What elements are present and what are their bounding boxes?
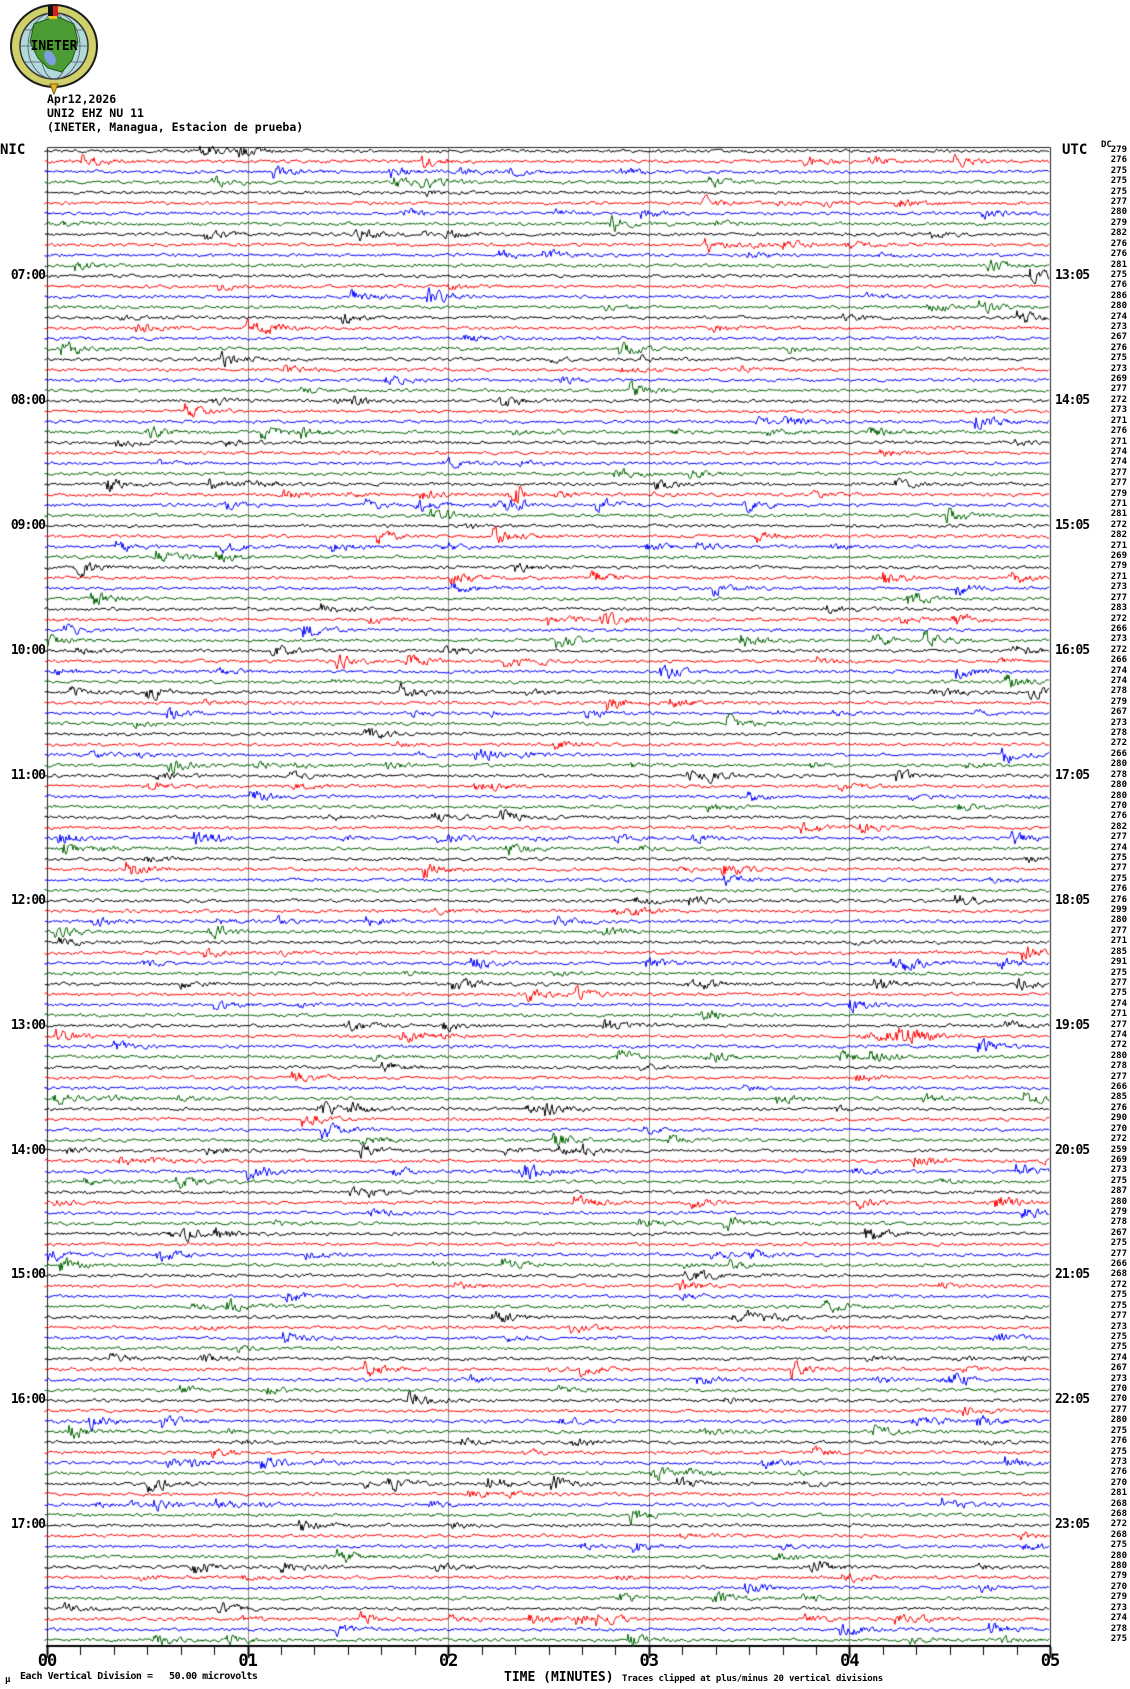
- utc-time-label-1905: 19:05: [1055, 1017, 1090, 1033]
- utc-time-label-1405: 14:05: [1055, 392, 1090, 408]
- dc-offset-row-117: 274: [1110, 1352, 1127, 1363]
- dc-offset-row-81: 277: [1110, 977, 1127, 988]
- dc-offset-row-99: 273: [1110, 1165, 1127, 1176]
- dc-offset-row-124: 275: [1110, 1425, 1127, 1436]
- dc-offset-row-19: 267: [1110, 332, 1127, 343]
- dc-offset-row-4: 275: [1110, 176, 1127, 187]
- utc-time-label-1505: 15:05: [1055, 517, 1090, 533]
- dc-offset-row-58: 272: [1110, 738, 1127, 749]
- dc-offset-row-10: 276: [1110, 238, 1127, 249]
- dc-offset-row-70: 277: [1110, 863, 1127, 874]
- dc-offset-row-30: 274: [1110, 446, 1127, 457]
- dc-offset-row-37: 272: [1110, 519, 1127, 530]
- local-time-label-1600: 16:00: [10, 1392, 45, 1408]
- minute-tick-label-05: 05: [1040, 1651, 1060, 1671]
- minute-tick-label-04: 04: [840, 1651, 859, 1671]
- local-time-label-1100: 11:00: [10, 767, 45, 783]
- dc-offset-row-59: 266: [1110, 748, 1127, 759]
- local-time-label-1500: 15:00: [10, 1267, 45, 1283]
- dc-offset-row-131: 268: [1110, 1498, 1127, 1509]
- dc-offset-row-24: 277: [1110, 384, 1127, 395]
- dc-offset-row-111: 275: [1110, 1290, 1127, 1301]
- dc-offset-row-31: 274: [1110, 457, 1127, 468]
- local-time-label-1000: 10:00: [10, 642, 45, 658]
- dc-offset-row-126: 275: [1110, 1446, 1127, 1457]
- dc-offset-row-76: 277: [1110, 925, 1127, 936]
- dc-offset-row-44: 277: [1110, 592, 1127, 603]
- dc-offset-row-110: 272: [1110, 1279, 1127, 1290]
- dc-offset-row-48: 273: [1110, 634, 1127, 645]
- dc-offset-row-103: 279: [1110, 1207, 1127, 1218]
- dc-offset-row-71: 275: [1110, 873, 1127, 884]
- utc-time-label-2205: 22:05: [1055, 1392, 1090, 1408]
- dc-offset-row-20: 276: [1110, 342, 1127, 353]
- dc-offset-row-8: 279: [1110, 217, 1127, 228]
- dc-offset-row-107: 277: [1110, 1248, 1127, 1259]
- dc-offset-row-7: 280: [1110, 207, 1127, 218]
- dc-offset-row-105: 267: [1110, 1227, 1127, 1238]
- minute-tick-label-01: 01: [238, 1651, 257, 1671]
- utc-time-label-1805: 18:05: [1055, 892, 1090, 908]
- dc-offset-row-115: 275: [1110, 1331, 1127, 1342]
- dc-offset-row-89: 278: [1110, 1061, 1127, 1072]
- dc-offset-row-90: 277: [1110, 1071, 1127, 1082]
- dc-offset-row-15: 286: [1110, 290, 1127, 301]
- dc-offset-row-9: 282: [1110, 228, 1127, 239]
- dc-offset-row-62: 280: [1110, 780, 1127, 791]
- dc-offset-row-42: 271: [1110, 571, 1127, 582]
- dc-offset-row-17: 274: [1110, 311, 1127, 322]
- dc-offset-row-77: 271: [1110, 936, 1127, 947]
- dc-offset-row-133: 272: [1110, 1519, 1127, 1530]
- dc-offset-row-55: 267: [1110, 707, 1127, 718]
- dc-offset-row-35: 271: [1110, 499, 1127, 509]
- dc-offset-row-60: 280: [1110, 759, 1127, 770]
- dc-offset-row-43: 273: [1110, 582, 1127, 593]
- dc-offset-row-142: 274: [1110, 1613, 1127, 1624]
- dc-offset-row-84: 271: [1110, 1009, 1127, 1020]
- dc-offset-row-11: 276: [1110, 249, 1127, 260]
- dc-offset-row-74: 299: [1110, 905, 1127, 916]
- dc-offset-row-82: 275: [1110, 988, 1127, 999]
- local-time-label-1400: 14:00: [10, 1142, 45, 1158]
- dc-offset-row-57: 278: [1110, 728, 1127, 739]
- dc-offset-row-130: 281: [1110, 1488, 1127, 1499]
- dc-offset-row-139: 270: [1110, 1581, 1127, 1592]
- dc-offset-row-137: 280: [1110, 1561, 1127, 1572]
- dc-offset-row-140: 279: [1110, 1592, 1127, 1603]
- dc-offset-row-144: 275: [1110, 1633, 1127, 1644]
- dc-offset-row-54: 279: [1110, 696, 1127, 707]
- dc-offset-row-36: 281: [1110, 509, 1127, 520]
- dc-offset-row-5: 275: [1110, 186, 1127, 197]
- dc-offset-row-94: 290: [1110, 1113, 1127, 1124]
- dc-offset-row-47: 266: [1110, 623, 1127, 634]
- dc-offset-row-113: 277: [1110, 1311, 1127, 1322]
- dc-offset-row-14: 276: [1110, 280, 1127, 291]
- dc-offset-row-83: 274: [1110, 998, 1127, 1009]
- utc-time-label-1305: 13:05: [1055, 267, 1090, 283]
- dc-offset-row-134: 268: [1110, 1529, 1127, 1540]
- dc-offset-row-88: 280: [1110, 1050, 1127, 1061]
- dc-offset-row-63: 280: [1110, 790, 1127, 801]
- dc-offset-row-56: 273: [1110, 717, 1127, 728]
- dc-offset-row-38: 282: [1110, 530, 1127, 541]
- dc-offset-row-51: 274: [1110, 665, 1127, 676]
- dc-offset-row-114: 273: [1110, 1321, 1127, 1332]
- minute-tick-label-02: 02: [438, 1651, 458, 1671]
- dc-offset-row-25: 272: [1110, 394, 1127, 405]
- dc-offset-row-100: 275: [1110, 1175, 1127, 1186]
- dc-offset-row-61: 278: [1110, 769, 1127, 780]
- dc-offset-row-123: 280: [1110, 1415, 1127, 1426]
- dc-offset-row-141: 273: [1110, 1602, 1127, 1613]
- dc-offset-row-108: 266: [1110, 1259, 1127, 1270]
- dc-offset-row-32: 277: [1110, 467, 1127, 478]
- time-axis-title: TIME (MINUTES): [504, 1670, 614, 1685]
- utc-time-label-2105: 21:05: [1055, 1267, 1090, 1283]
- dc-offset-row-22: 273: [1110, 363, 1127, 374]
- dc-offset-row-87: 272: [1110, 1040, 1127, 1051]
- dc-offset-row-34: 279: [1110, 488, 1127, 499]
- dc-offset-row-118: 267: [1110, 1363, 1127, 1374]
- dc-offset-row-27: 271: [1110, 415, 1127, 426]
- dc-offset-row-101: 287: [1110, 1186, 1127, 1197]
- dc-offset-row-21: 275: [1110, 353, 1127, 364]
- dc-offset-row-127: 273: [1110, 1456, 1127, 1467]
- dc-offset-row-40: 269: [1110, 551, 1127, 562]
- dc-offset-row-119: 273: [1110, 1373, 1127, 1384]
- dc-offset-row-66: 282: [1110, 821, 1127, 832]
- dc-offset-row-65: 276: [1110, 811, 1127, 822]
- dc-offset-row-64: 270: [1110, 800, 1127, 811]
- dc-offset-row-138: 279: [1110, 1571, 1127, 1582]
- dc-offset-row-91: 266: [1110, 1082, 1127, 1093]
- dc-offset-row-78: 285: [1110, 946, 1127, 957]
- local-time-label-0800: 08:00: [10, 392, 45, 408]
- clipping-note: Traces clipped at plus/minus 20 vertical divisions: [622, 1674, 883, 1684]
- local-time-label-1700: 17:00: [10, 1517, 45, 1533]
- dc-offset-row-85: 277: [1110, 1019, 1127, 1030]
- dc-offset-row-109: 268: [1110, 1269, 1127, 1280]
- dc-offset-row-128: 276: [1110, 1467, 1127, 1478]
- dc-offset-row-143: 278: [1110, 1623, 1127, 1634]
- dc-offset-row-50: 266: [1110, 655, 1127, 666]
- dc-offset-row-13: 275: [1110, 269, 1127, 280]
- dc-offset-row-96: 272: [1110, 1134, 1127, 1145]
- dc-offset-row-53: 278: [1110, 686, 1127, 697]
- dc-offset-row-136: 280: [1110, 1550, 1127, 1561]
- dc-offset-row-2: 276: [1110, 155, 1127, 166]
- utc-time-label-2305: 23:05: [1055, 1517, 1090, 1533]
- dc-offset-row-29: 271: [1110, 436, 1127, 447]
- dc-offset-row-116: 275: [1110, 1342, 1127, 1353]
- dc-offset-row-12: 281: [1110, 259, 1127, 270]
- dc-offset-row-80: 275: [1110, 967, 1127, 978]
- dc-offset-row-6: 277: [1110, 197, 1127, 208]
- dc-offset-row-39: 271: [1110, 540, 1127, 551]
- dc-offset-row-102: 280: [1110, 1196, 1127, 1207]
- dc-offset-row-98: 269: [1110, 1154, 1127, 1165]
- dc-offset-row-73: 276: [1110, 894, 1127, 905]
- dc-offset-row-93: 276: [1110, 1102, 1127, 1113]
- dc-offset-row-45: 283: [1110, 603, 1127, 614]
- dc-offset-row-16: 280: [1110, 301, 1127, 312]
- dc-offset-row-86: 274: [1110, 1030, 1127, 1041]
- utc-time-label-2005: 20:05: [1055, 1142, 1090, 1158]
- local-time-label-1200: 12:00: [10, 892, 45, 908]
- dc-offset-row-3: 275: [1110, 165, 1127, 176]
- dc-offset-row-67: 277: [1110, 832, 1127, 843]
- dc-offset-row-79: 291: [1110, 957, 1127, 968]
- micro-symbol: µ: [5, 1675, 11, 1685]
- dc-offset-row-104: 278: [1110, 1217, 1127, 1228]
- dc-offset-row-135: 275: [1110, 1540, 1127, 1551]
- local-time-label-1300: 13:00: [10, 1017, 45, 1033]
- dc-offset-row-75: 280: [1110, 915, 1127, 926]
- dc-offset-row-132: 268: [1110, 1508, 1127, 1519]
- dc-offset-row-122: 277: [1110, 1404, 1127, 1415]
- dc-offset-row-69: 275: [1110, 853, 1127, 864]
- local-time-label-0700: 07:00: [10, 267, 45, 283]
- dc-offset-row-33: 277: [1110, 478, 1127, 489]
- dc-offset-row-72: 276: [1110, 884, 1127, 895]
- dc-offset-row-26: 273: [1110, 405, 1127, 416]
- dc-offset-row-23: 269: [1110, 374, 1127, 385]
- dc-offset-row-1: 279: [1110, 145, 1127, 155]
- vertical-scale-note: Each Vertical Division = 50.00 microvolts: [20, 1671, 258, 1682]
- dc-offset-row-28: 276: [1110, 426, 1127, 437]
- dc-offset-row-18: 273: [1110, 322, 1127, 332]
- minute-tick-label-00: 00: [37, 1651, 57, 1671]
- dc-offset-row-95: 270: [1110, 1123, 1127, 1134]
- dc-offset-row-41: 279: [1110, 561, 1127, 572]
- local-time-label-0900: 09:00: [10, 517, 45, 533]
- dc-offset-row-68: 274: [1110, 842, 1127, 853]
- dc-offset-row-112: 275: [1110, 1300, 1127, 1311]
- utc-time-label-1605: 16:05: [1055, 642, 1090, 658]
- dc-offset-row-121: 270: [1110, 1394, 1127, 1405]
- dc-offset-row-52: 274: [1110, 676, 1127, 686]
- minute-tick-label-03: 03: [639, 1651, 659, 1671]
- dc-offset-row-120: 270: [1110, 1384, 1127, 1395]
- dc-offset-row-106: 275: [1110, 1238, 1127, 1249]
- dc-offset-row-129: 270: [1110, 1477, 1127, 1488]
- dc-offset-row-125: 276: [1110, 1436, 1127, 1447]
- dc-offset-row-49: 272: [1110, 644, 1127, 655]
- dc-offset-row-97: 259: [1110, 1144, 1127, 1155]
- dc-offset-row-92: 285: [1110, 1092, 1127, 1103]
- dc-offset-row-46: 272: [1110, 613, 1127, 624]
- utc-time-label-1705: 17:05: [1055, 767, 1090, 783]
